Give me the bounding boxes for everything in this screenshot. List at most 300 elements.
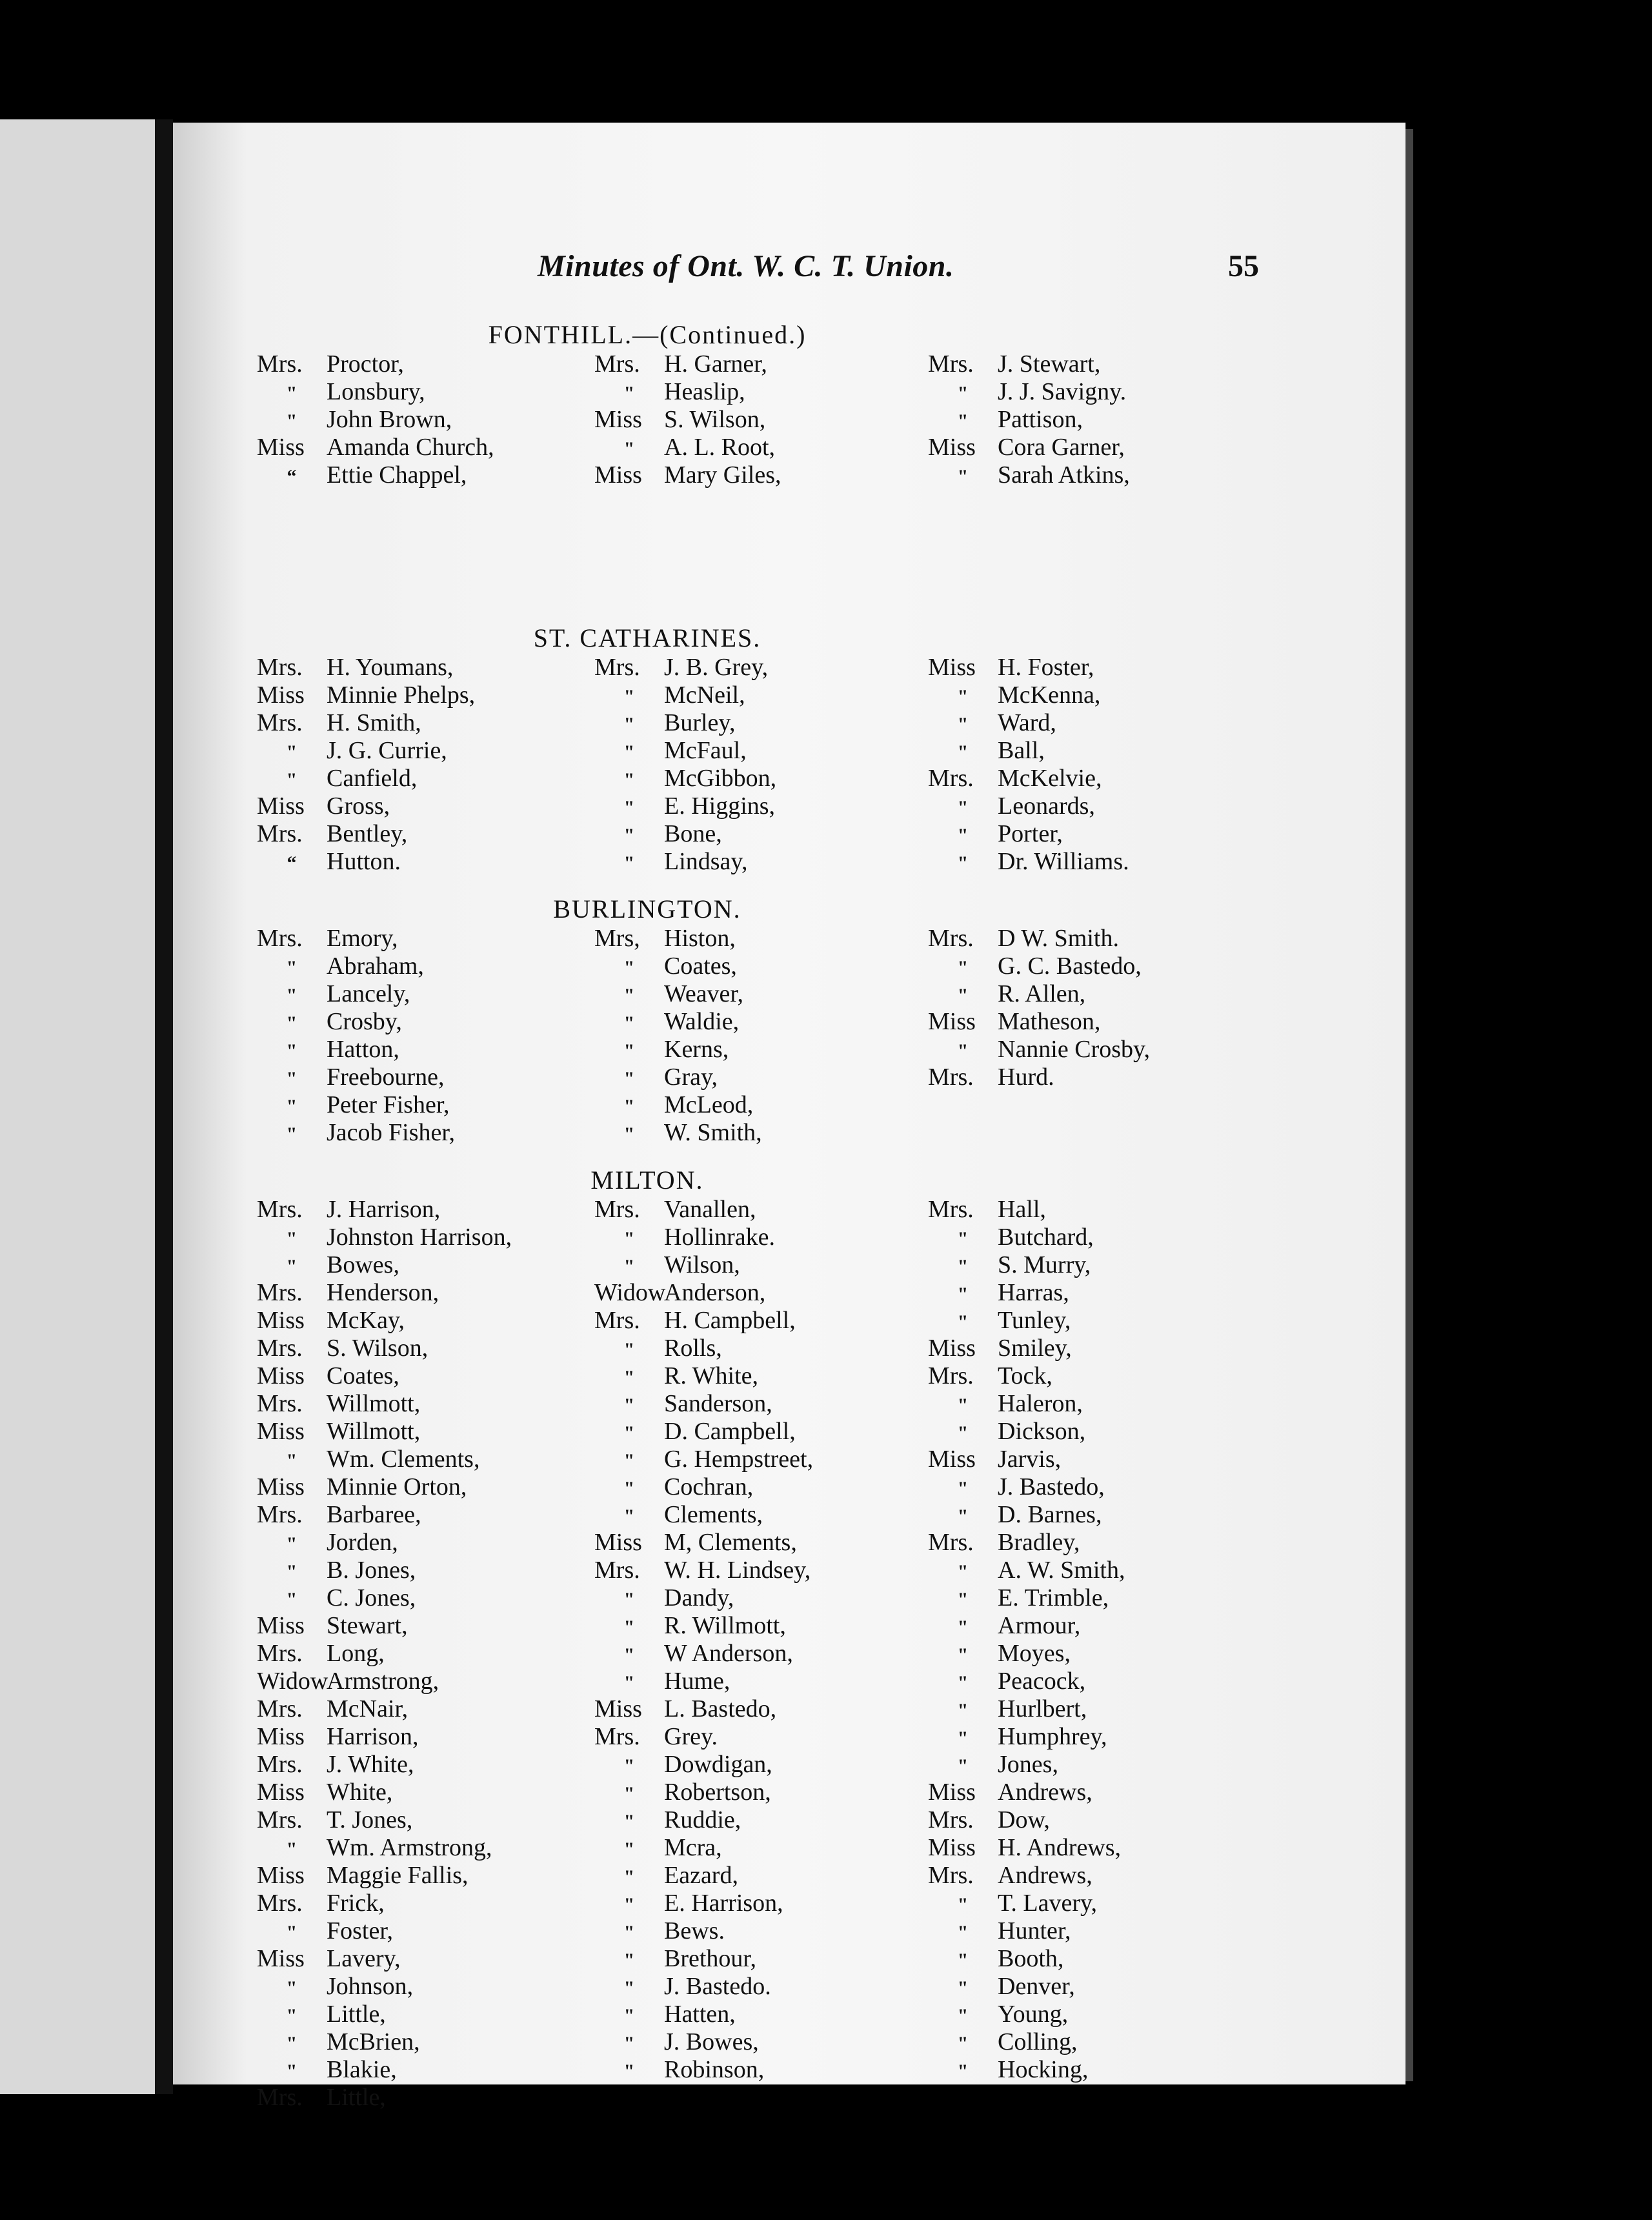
name-prefix: " <box>286 1839 297 1860</box>
list-item <box>928 792 1129 820</box>
member-name: McKenna, <box>998 681 1101 709</box>
name-prefix: " <box>957 1040 969 1062</box>
member-name: Mcra, <box>664 1834 722 1861</box>
name-prefix: Miss <box>257 792 305 820</box>
list-item <box>594 1806 813 1834</box>
member-name: Crosby, <box>327 1008 402 1035</box>
name-prefix: " <box>623 1068 635 1089</box>
member-name: Wilson, <box>664 1251 740 1278</box>
name-prefix: " <box>286 410 297 432</box>
name-prefix: " <box>957 1506 969 1527</box>
list-item <box>257 434 494 461</box>
name-prefix: " <box>623 1422 635 1444</box>
member-name: Armour, <box>998 1612 1081 1639</box>
member-name: Leonards, <box>998 792 1095 820</box>
facing-page-edge <box>0 119 155 2094</box>
member-name: C. Jones, <box>327 1584 416 1611</box>
name-prefix: " <box>623 1013 635 1034</box>
name-prefix: " <box>286 1977 297 1999</box>
name-prefix: Miss <box>928 434 976 461</box>
list-item <box>928 1806 1125 1834</box>
member-name: R. Allen, <box>998 980 1086 1007</box>
name-prefix: Mrs. <box>928 1064 974 1091</box>
list-item <box>257 378 494 406</box>
member-name: S. Wilson, <box>664 406 766 433</box>
member-name: Burley, <box>664 709 736 736</box>
name-prefix: " <box>957 1256 969 1277</box>
name-prefix: " <box>957 1395 969 1416</box>
name-prefix: " <box>623 1367 635 1388</box>
member-name: Hutton. <box>327 848 401 875</box>
list-item <box>594 925 762 953</box>
member-name: McBrien, <box>327 2028 420 2055</box>
list-item <box>928 2028 1125 2056</box>
member-name: Brethour, <box>664 1945 757 1972</box>
list-item <box>594 1335 813 1362</box>
list-item <box>257 406 494 434</box>
list-item <box>257 1335 512 1362</box>
name-prefix: " <box>957 714 969 735</box>
name-column <box>594 1196 813 2084</box>
list-item <box>257 1036 455 1064</box>
page-number: 55 <box>1228 249 1259 283</box>
member-name: R. White, <box>664 1362 759 1389</box>
member-name: Booth, <box>998 1945 1064 1972</box>
name-prefix: " <box>623 1811 635 1832</box>
name-prefix: " <box>957 1422 969 1444</box>
name-prefix: Mrs. <box>257 350 303 378</box>
list-item <box>257 1251 512 1279</box>
name-prefix: Mrs. <box>257 1695 303 1722</box>
name-prefix: " <box>957 1478 969 1499</box>
list-item <box>257 1119 455 1147</box>
member-name: Histon, <box>664 925 736 952</box>
list-item <box>257 1695 512 1723</box>
member-name: Andrews, <box>998 1779 1093 1806</box>
name-prefix: Miss <box>257 1612 305 1639</box>
member-name: Lavery, <box>327 1945 401 1972</box>
name-prefix: Miss <box>928 1834 976 1861</box>
member-name: Humphrey, <box>998 1723 1107 1750</box>
name-prefix: " <box>286 1096 297 1117</box>
member-name: Little, <box>327 2001 386 2028</box>
name-prefix: " <box>623 1256 635 1277</box>
list-item <box>594 1945 813 1973</box>
list-item <box>257 953 455 980</box>
member-name: J. Bowes, <box>664 2028 759 2055</box>
list-item <box>594 2028 813 2056</box>
list-item <box>928 1279 1125 1307</box>
member-name: Peacock, <box>998 1668 1086 1695</box>
name-prefix: " <box>623 1950 635 1971</box>
member-name: J. Harrison, <box>327 1196 441 1223</box>
member-name: Peter Fisher, <box>327 1091 450 1118</box>
name-prefix: Mrs. <box>257 1196 303 1223</box>
name-prefix: " <box>957 742 969 763</box>
list-item <box>928 1036 1150 1064</box>
list-item <box>594 1473 813 1501</box>
list-item <box>594 1973 813 2001</box>
member-name: H. Andrews, <box>998 1834 1122 1861</box>
member-name: Gray, <box>664 1064 718 1091</box>
name-prefix: Mrs. <box>928 1862 974 1889</box>
name-prefix: " <box>623 957 635 978</box>
list-item <box>257 1612 512 1640</box>
name-prefix: " <box>957 383 969 404</box>
name-prefix: " <box>623 985 635 1006</box>
list-item <box>594 1917 813 1945</box>
name-prefix: " <box>623 1589 635 1610</box>
list-item <box>257 1307 512 1335</box>
name-prefix: Miss <box>594 1695 642 1722</box>
name-prefix: " <box>286 957 297 978</box>
name-prefix: " <box>623 1922 635 1943</box>
name-prefix: " <box>623 853 635 874</box>
section-title: FONTHILL.—(Continued.) <box>488 320 807 349</box>
list-item <box>928 1779 1125 1806</box>
member-name: Butchard, <box>998 1224 1094 1251</box>
list-item <box>257 1418 512 1446</box>
member-name: Vanallen, <box>664 1196 756 1223</box>
member-name: Rolls, <box>664 1335 722 1362</box>
list-item <box>928 1612 1125 1640</box>
member-name: W. Smith, <box>664 1119 762 1146</box>
member-name: Weaver, <box>664 980 744 1007</box>
member-name: Little, <box>327 2084 386 2111</box>
member-name: Harras, <box>998 1279 1069 1306</box>
list-item <box>594 1064 762 1091</box>
member-name: Bowes, <box>327 1251 399 1278</box>
name-prefix: Mrs. <box>257 1501 303 1528</box>
name-prefix: Miss <box>257 1473 305 1500</box>
list-item <box>594 406 781 434</box>
list-item <box>594 1307 813 1335</box>
name-prefix: Miss <box>257 1779 305 1806</box>
member-name: Minnie Phelps, <box>327 681 476 709</box>
name-prefix: Mrs. <box>257 1390 303 1417</box>
list-item <box>928 350 1130 378</box>
name-prefix: Miss <box>928 1779 976 1806</box>
member-name: Hurd. <box>998 1064 1054 1091</box>
name-prefix: Mrs. <box>257 925 303 952</box>
name-prefix: Mrs. <box>928 350 974 378</box>
member-name: McLeod, <box>664 1091 754 1118</box>
document-page <box>173 123 1405 2111</box>
name-prefix: " <box>286 2005 297 2026</box>
member-name: Cora Garner, <box>998 434 1125 461</box>
name-prefix: " <box>957 466 969 487</box>
name-prefix: " <box>623 1506 635 1527</box>
name-prefix: Mrs. <box>928 1529 974 1556</box>
list-item <box>594 1418 813 1446</box>
list-item <box>594 350 781 378</box>
member-name: A. W. Smith, <box>998 1557 1125 1584</box>
section-title: MILTON. <box>590 1166 704 1195</box>
list-item <box>594 1008 762 1036</box>
name-prefix: " <box>286 1450 297 1471</box>
name-prefix: " <box>623 383 635 404</box>
member-name: M, Clements, <box>664 1529 797 1556</box>
list-item <box>928 2001 1125 2028</box>
list-item <box>257 1668 512 1695</box>
member-name: J. G. Currie, <box>327 737 447 764</box>
list-item <box>257 1390 512 1418</box>
list-item <box>928 1335 1125 1362</box>
name-prefix: " <box>957 1922 969 1943</box>
name-prefix: Miss <box>594 1529 642 1556</box>
name-prefix: Mrs. <box>594 1723 640 1750</box>
list-item <box>594 1862 813 1890</box>
list-item <box>257 1362 512 1390</box>
name-prefix: Mrs. <box>257 1640 303 1667</box>
list-item <box>594 1446 813 1473</box>
member-name: D W. Smith. <box>998 925 1119 952</box>
list-item <box>594 1036 762 1064</box>
list-item <box>594 1362 813 1390</box>
list-item <box>257 1446 512 1473</box>
name-prefix: " <box>957 825 969 846</box>
list-item <box>928 953 1150 980</box>
list-item <box>928 1751 1125 1779</box>
name-column <box>594 654 776 876</box>
list-item <box>594 1890 813 1917</box>
list-item <box>257 2056 512 2084</box>
name-prefix: " <box>957 957 969 978</box>
name-prefix: " <box>623 714 635 735</box>
member-name: Dr. Williams. <box>998 848 1129 875</box>
list-item <box>928 1723 1125 1751</box>
list-item <box>257 1279 512 1307</box>
member-name: Hume, <box>664 1668 730 1695</box>
name-prefix: " <box>623 1672 635 1693</box>
list-item <box>257 1640 512 1668</box>
list-item <box>257 1196 512 1224</box>
list-item <box>594 1695 813 1723</box>
list-item <box>257 820 475 848</box>
list-item <box>928 1695 1125 1723</box>
name-prefix: " <box>957 1228 969 1249</box>
list-item <box>928 820 1129 848</box>
name-prefix: " <box>957 985 969 1006</box>
name-prefix: Mrs. <box>594 1307 640 1334</box>
member-name: H. Youmans, <box>327 654 454 681</box>
list-item <box>928 1307 1125 1335</box>
list-item <box>594 1224 813 1251</box>
member-name: H. Garner, <box>664 350 767 378</box>
name-column <box>594 350 781 489</box>
member-name: McNeil, <box>664 681 745 709</box>
member-name: Kerns, <box>664 1036 729 1063</box>
list-item <box>928 1945 1125 1973</box>
member-name: Dickson, <box>998 1418 1086 1445</box>
member-name: G. C. Bastedo, <box>998 953 1142 980</box>
list-item <box>257 980 455 1008</box>
list-item <box>594 2001 813 2028</box>
name-prefix: Mrs. <box>257 820 303 847</box>
member-name: White, <box>327 1779 393 1806</box>
member-name: D. Barnes, <box>998 1501 1102 1528</box>
list-item <box>257 1091 455 1119</box>
name-prefix: Miss <box>257 434 305 461</box>
name-prefix: " <box>623 1783 635 1804</box>
list-item <box>594 1251 813 1279</box>
name-prefix: " <box>286 1068 297 1089</box>
name-prefix: " <box>623 1096 635 1117</box>
list-item <box>257 765 475 792</box>
list-item <box>594 1279 813 1307</box>
member-name: McKay, <box>327 1307 405 1334</box>
member-name: E. Harrison, <box>664 1890 783 1917</box>
name-prefix: " <box>623 2005 635 2026</box>
member-name: J. J. Savigny. <box>998 378 1127 405</box>
list-item <box>928 1640 1125 1668</box>
member-name: Hall, <box>998 1196 1046 1223</box>
list-item <box>257 1751 512 1779</box>
name-prefix: " <box>623 1866 635 1888</box>
list-item <box>257 654 475 681</box>
name-prefix: " <box>623 2061 635 2082</box>
name-prefix: " <box>957 1284 969 1305</box>
member-name: Proctor, <box>327 350 404 378</box>
member-name: McFaul, <box>664 737 747 764</box>
list-item <box>594 1119 762 1147</box>
name-prefix: " <box>957 1977 969 1999</box>
name-prefix: " <box>623 1617 635 1638</box>
list-item <box>257 737 475 765</box>
member-name: Heaslip, <box>664 378 745 405</box>
name-prefix: Mrs, <box>594 925 640 952</box>
section-title: ST. CATHARINES. <box>533 623 761 652</box>
name-prefix: Miss <box>257 1862 305 1889</box>
member-name: Porter, <box>998 820 1063 847</box>
member-name: Andrews, <box>998 1862 1093 1889</box>
name-prefix: Widow <box>594 1279 666 1306</box>
name-prefix: " <box>957 1617 969 1638</box>
name-prefix: " <box>957 2061 969 2082</box>
name-prefix: " <box>286 1013 297 1034</box>
list-item <box>594 1196 813 1224</box>
list-item <box>257 1064 455 1091</box>
name-column <box>928 925 1150 1091</box>
name-prefix: " <box>957 797 969 818</box>
member-name: Coates, <box>327 1362 399 1389</box>
list-item <box>928 1668 1125 1695</box>
list-item <box>594 1390 813 1418</box>
member-name: Anderson, <box>664 1279 766 1306</box>
name-prefix: Mrs. <box>928 1196 974 1223</box>
list-item <box>594 737 776 765</box>
list-item <box>928 1917 1125 1945</box>
list-item <box>257 1806 512 1834</box>
member-name: Harrison, <box>327 1723 419 1750</box>
member-name: Dowdigan, <box>664 1751 772 1778</box>
name-prefix: Mrs. <box>928 1806 974 1833</box>
list-item <box>928 737 1129 765</box>
list-item <box>257 848 475 876</box>
list-item <box>257 2084 512 2112</box>
member-name: Lancely, <box>327 980 410 1007</box>
name-prefix: " <box>957 2005 969 2026</box>
running-title: Minutes of Ont. W. C. T. Union. <box>538 249 954 283</box>
member-name: J. B. Grey, <box>664 654 769 681</box>
member-name: Ettie Chappel, <box>327 461 467 489</box>
list-item <box>928 1446 1125 1473</box>
member-name: Ward, <box>998 709 1056 736</box>
list-item <box>928 2056 1125 2084</box>
list-item <box>257 350 494 378</box>
list-item <box>928 1973 1125 2001</box>
member-name: R. Willmott, <box>664 1612 786 1639</box>
list-item <box>928 1008 1150 1036</box>
list-item <box>257 1529 512 1557</box>
page-header <box>173 248 1405 287</box>
member-name: Amanda Church, <box>327 434 494 461</box>
name-prefix: " <box>957 853 969 874</box>
member-name: Abraham, <box>327 953 424 980</box>
name-prefix: Miss <box>257 1307 305 1334</box>
name-prefix: " <box>286 769 297 791</box>
name-prefix: " <box>957 1728 969 1749</box>
list-item <box>928 654 1129 681</box>
member-name: L. Bastedo, <box>664 1695 777 1722</box>
list-item <box>594 654 776 681</box>
name-prefix: " <box>623 1644 635 1666</box>
member-name: Moyes, <box>998 1640 1071 1667</box>
list-item <box>928 406 1130 434</box>
member-name: Hollinrake. <box>664 1224 776 1251</box>
member-name: Bone, <box>664 820 722 847</box>
list-item <box>594 461 781 489</box>
name-prefix: " <box>623 1395 635 1416</box>
list-item <box>257 1945 512 1973</box>
name-column <box>257 350 494 489</box>
member-name: Foster, <box>327 1917 393 1944</box>
list-item <box>928 378 1130 406</box>
member-name: Emory, <box>327 925 398 952</box>
list-item <box>594 792 776 820</box>
member-name: Denver, <box>998 1973 1075 2000</box>
name-prefix: " <box>286 1124 297 1145</box>
name-prefix: " <box>957 1672 969 1693</box>
member-name: Bews. <box>664 1917 725 1944</box>
member-name: Dow, <box>998 1806 1050 1833</box>
member-name: Cochran, <box>664 1473 754 1500</box>
member-name: Long, <box>327 1640 385 1667</box>
member-name: J. White, <box>327 1751 414 1778</box>
list-item <box>594 1751 813 1779</box>
member-name: Sarah Atkins, <box>998 461 1130 489</box>
name-prefix: " <box>623 2033 635 2054</box>
list-item <box>928 1224 1125 1251</box>
member-name: Sanderson, <box>664 1390 772 1417</box>
name-prefix: " <box>623 686 635 707</box>
name-prefix: " <box>623 1755 635 1777</box>
list-item <box>928 709 1129 737</box>
member-name: Smiley, <box>998 1335 1072 1362</box>
member-name: Hatten, <box>664 2001 736 2028</box>
list-item <box>594 1584 813 1612</box>
name-prefix: " <box>286 985 297 1006</box>
member-name: Tock, <box>998 1362 1053 1389</box>
member-name: Jacob Fisher, <box>327 1119 455 1146</box>
name-prefix: " <box>623 1478 635 1499</box>
name-prefix: " <box>623 1839 635 1860</box>
list-item <box>257 1473 512 1501</box>
list-item <box>928 1362 1125 1390</box>
name-prefix: " <box>286 742 297 763</box>
list-item <box>257 1224 512 1251</box>
name-prefix: Mrs. <box>257 1279 303 1306</box>
